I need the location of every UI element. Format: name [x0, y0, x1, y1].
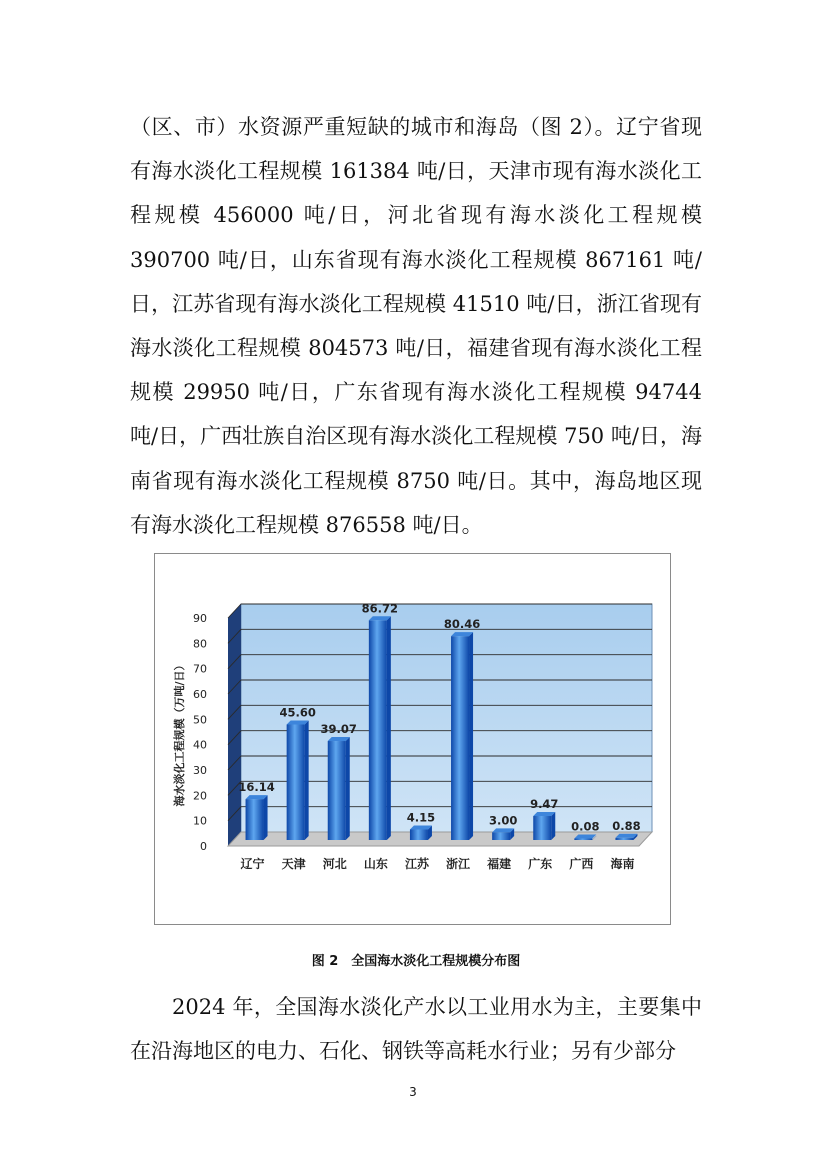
data-label: 16.14 — [238, 780, 275, 795]
y-tick-label: 40 — [193, 738, 207, 752]
x-category-label: 广西 — [569, 857, 594, 871]
bar — [451, 636, 469, 840]
data-label: 0.08 — [571, 819, 600, 834]
y-tick-label: 90 — [193, 612, 207, 625]
data-label: 3.00 — [488, 813, 518, 828]
bar — [287, 724, 305, 840]
bar — [574, 839, 592, 841]
bar-side — [346, 737, 350, 840]
bar — [615, 838, 633, 840]
bar-side — [305, 720, 309, 840]
x-category-label: 浙江 — [446, 857, 471, 871]
y-tick-label: 30 — [193, 764, 207, 777]
x-category-label: 江苏 — [404, 857, 429, 871]
data-label: 0.88 — [612, 818, 641, 833]
y-tick-label: 80 — [193, 637, 207, 651]
data-label: 80.46 — [443, 617, 481, 632]
bar — [246, 799, 264, 840]
y-tick-label: 10 — [193, 814, 207, 828]
y-tick-label: 50 — [193, 713, 207, 727]
x-category-label: 海南 — [610, 857, 635, 871]
body-paragraph-2: 2024 年，全国海水淡化产水以工业用水为主，主要集中在沿海地区的电力、石化、钢铁等高耗水行业；另有少部分 — [130, 995, 702, 1064]
y-tick-label: 0 — [200, 840, 207, 853]
bar-side — [551, 812, 555, 840]
x-category-label: 辽宁 — [240, 857, 265, 871]
x-category-label: 山东 — [363, 857, 388, 871]
x-category-label: 广东 — [528, 857, 553, 871]
data-label: 39.07 — [320, 722, 357, 737]
y-tick-label: 60 — [193, 688, 207, 701]
data-label: 86.72 — [361, 601, 399, 616]
y-axis-title: 海水淡化工程规模（万吨/日） — [173, 659, 186, 807]
bar — [328, 741, 346, 840]
bar-side — [264, 795, 268, 840]
x-category-label: 福建 — [487, 857, 512, 871]
x-category-label: 河北 — [322, 857, 347, 871]
bar-side — [469, 632, 473, 840]
page-number: 3 — [409, 1085, 417, 1099]
data-label: 45.60 — [279, 705, 316, 720]
figure-caption: 图 2 全国海水淡化工程规模分布图 — [311, 954, 521, 969]
data-label: 9.47 — [530, 797, 559, 812]
x-category-label: 天津 — [281, 857, 306, 871]
bar — [410, 829, 428, 840]
chart-svg — [155, 554, 670, 924]
bar-side — [387, 616, 391, 840]
sea-water-desalination-bar-chart — [154, 553, 671, 925]
bar — [533, 816, 551, 840]
bar — [369, 620, 387, 840]
bar — [492, 832, 510, 840]
body-paragraph-1: （区、市）水资源严重短缺的城市和海岛（图 2）。辽宁省现有海水淡化工程规模 161384 吨/日，天津市现有海水淡化工程规模 456000 吨/日，河北省现有海水淡化工程规模 390700 吨/日，山东省现有海水淡化工程规模 867161 吨/日，江苏省现有海水淡化工程规模 41510 吨/日，浙江省现有海水淡化工程规模 804573 吨/日，福建省现有海水淡化工程规模 29950 吨/日，广东省现有海水淡化工程规模 94744 吨/日，广西壮族自治区现有海水淡化工程规模 750 吨/日，海南省现有海水淡化工程规模 8750 吨/日。其中，海岛地区现有海水淡化工程规模 876558 吨/日。 — [130, 115, 702, 537]
plot-side-wall — [228, 604, 241, 846]
y-tick-label: 20 — [193, 789, 207, 803]
data-label: 4.15 — [406, 810, 436, 825]
y-tick-label: 70 — [193, 662, 207, 676]
